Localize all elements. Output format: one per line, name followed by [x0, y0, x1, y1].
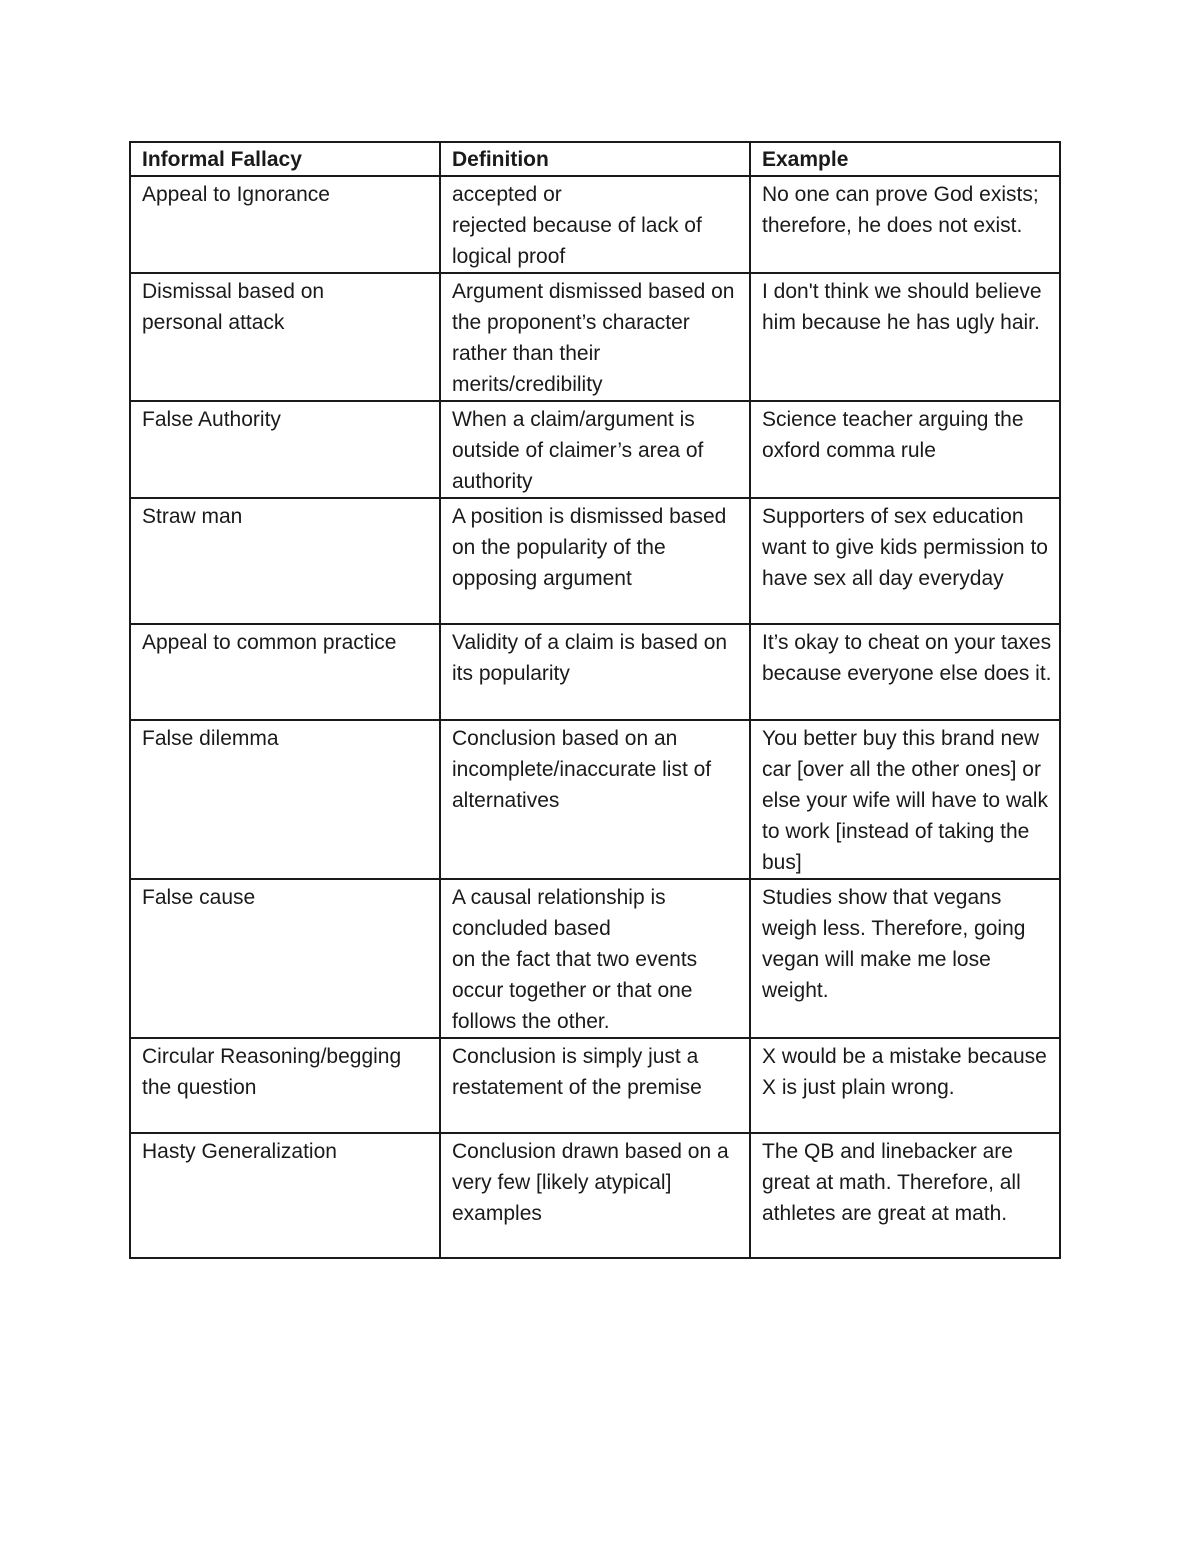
example-cell: Science teacher arguing the oxford comma rule	[750, 401, 1060, 498]
fallacy-table	[129, 141, 1061, 1259]
header-definition: Definition	[440, 142, 750, 176]
table-row	[130, 273, 1060, 401]
fallacy-cell: Dismissal based on personal attack	[130, 273, 440, 401]
table-row	[130, 176, 1060, 273]
header-informal-fallacy: Informal Fallacy	[130, 142, 440, 176]
example-cell: The QB and linebacker are great at math. Therefore, all athletes are great at math.	[750, 1133, 1060, 1258]
fallacy-cell: Appeal to Ignorance	[130, 176, 440, 273]
example-cell: I don't think we should believe him because he has ugly hair.	[750, 273, 1060, 401]
fallacy-cell: Hasty Generalization	[130, 1133, 440, 1258]
header-example: Example	[750, 142, 1060, 176]
example-cell: No one can prove God exists; therefore, he does not exist.	[750, 176, 1060, 273]
example-cell: X would be a mistake because X is just plain wrong.	[750, 1038, 1060, 1133]
definition-cell: Conclusion is simply just a restatement of the premise	[440, 1038, 750, 1133]
definition-cell: A position is dismissed based on the popularity of the opposing argument	[440, 498, 750, 624]
definition-cell: Validity of a claim is based on its popularity	[440, 624, 750, 720]
definition-cell: A causal relationship is concluded based on the fact that two events occur together or that one follows the other.	[440, 879, 750, 1038]
table-row	[130, 1038, 1060, 1133]
fallacy-cell: Appeal to common practice	[130, 624, 440, 720]
example-cell: You better buy this brand new car [over all the other ones] or else your wife will have to walk to work [instead of taking the bus]	[750, 720, 1060, 879]
definition-cell: Argument dismissed based on the proponent’s character rather than their merits/credibility	[440, 273, 750, 401]
example-cell: Supporters of sex education want to give kids permission to have sex all day everyday	[750, 498, 1060, 624]
table-header-row	[130, 142, 1060, 176]
table-row	[130, 498, 1060, 624]
example-cell: It’s okay to cheat on your taxes because everyone else does it.	[750, 624, 1060, 720]
table-row	[130, 720, 1060, 879]
example-cell: Studies show that vegans weigh less. Therefore, going vegan will make me lose weight.	[750, 879, 1060, 1038]
fallacy-cell: False cause	[130, 879, 440, 1038]
definition-cell: accepted or rejected because of lack of logical proof	[440, 176, 750, 273]
definition-cell: Conclusion based on an incomplete/inaccurate list of alternatives	[440, 720, 750, 879]
definition-cell: When a claim/argument is outside of claimer’s area of authority	[440, 401, 750, 498]
table-row	[130, 879, 1060, 1038]
fallacy-cell: False dilemma	[130, 720, 440, 879]
table-row	[130, 401, 1060, 498]
fallacy-cell: False Authority	[130, 401, 440, 498]
table-row	[130, 1133, 1060, 1258]
fallacy-cell: Straw man	[130, 498, 440, 624]
table-row	[130, 624, 1060, 720]
fallacy-cell: Circular Reasoning/begging the question	[130, 1038, 440, 1133]
definition-cell: Conclusion drawn based on a very few [likely atypical] examples	[440, 1133, 750, 1258]
